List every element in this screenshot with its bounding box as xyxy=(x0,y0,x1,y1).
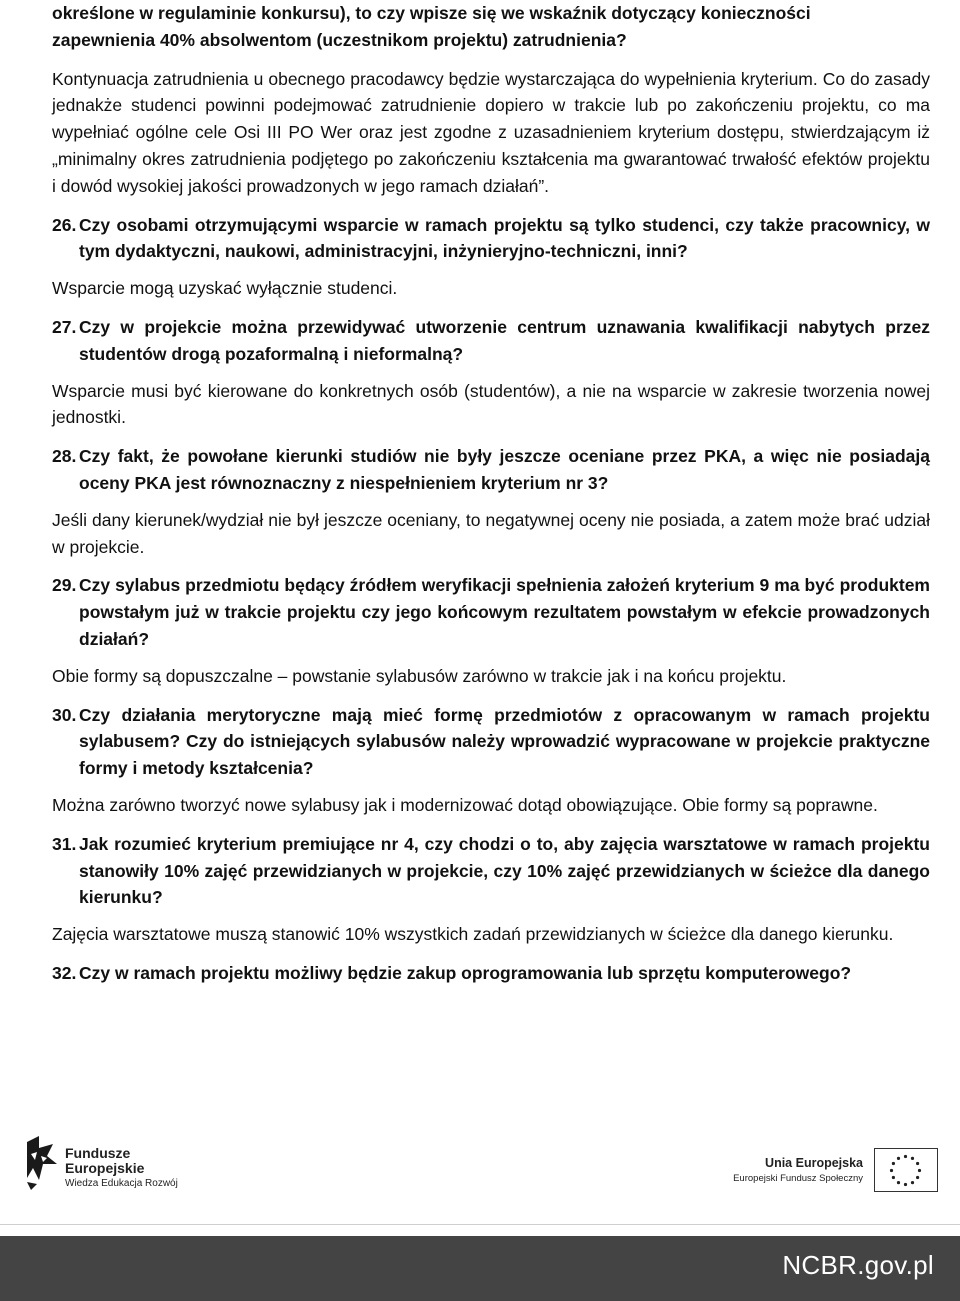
document-body xyxy=(52,0,930,987)
intro-question-line2: zapewnienia 40% absolwentom (uczestnikom projektu) zatrudnienia? xyxy=(52,29,627,50)
answer-text: Obie formy są dopuszczalne – powstanie sylabusów zarówno w trakcie jak i na końcu projektu. xyxy=(52,665,787,686)
eu-line2: Europejski Fundusz Społeczny xyxy=(733,1173,863,1184)
question-number: 30. xyxy=(52,704,77,725)
qa-item-30 xyxy=(52,702,930,819)
unia-europejska-text xyxy=(730,1156,863,1186)
question xyxy=(52,572,930,652)
question-number: 31. xyxy=(52,833,77,854)
question-text: Czy sylabus przedmiotu będący źródłem weryfikacji spełnienia założeń kryterium 9 ma być produktem powstałym już w trakcie projektu czy jego końcowym rezultatem powstałym w efekcie prowadzonych działań? xyxy=(79,575,930,649)
question-number: 26. xyxy=(52,214,77,235)
question-text: Czy w ramach projektu możliwy będzie zakup oprogramowania lub sprzętu komputerowego? xyxy=(79,962,852,983)
question xyxy=(52,212,930,266)
answer-text: Wsparcie musi być kierowane do konkretnych osób (studentów), a nie na wsparcie w zakresie tworzenia nowej jednostki. xyxy=(52,380,930,428)
question-number: 32. xyxy=(52,962,77,983)
qa-item-28 xyxy=(52,443,930,560)
fundusze-europejskie-text xyxy=(65,1146,178,1191)
eu-flag-icon xyxy=(874,1148,938,1192)
question-text: Jak rozumieć kryterium premiujące nr 4, czy chodzi o to, aby zajęcia warsztatowe w ramach projektu stanowiły 10% zajęć przewidzianych w projekcie, czy 10% zajęć przewidzianych w ścieżce dla danego kierunku? xyxy=(79,833,930,908)
question xyxy=(52,831,930,911)
question xyxy=(52,702,930,782)
answer-text: Jeśli dany kierunek/wydział nie był jeszcze oceniany, to negatywnej oceny nie posiada, a zatem może brać udział w projekcie. xyxy=(52,509,930,557)
intro-question-line1: określone w regulaminie konkursu), to czy wpisze się we wskaźnik dotyczący konieczności xyxy=(52,3,811,23)
footer-logos xyxy=(0,1128,960,1198)
fe-line2: Europejskie xyxy=(65,1160,145,1176)
question xyxy=(52,443,930,497)
qa-item-29 xyxy=(52,572,930,689)
question-text: Czy fakt, że powołane kierunki studiów nie były jeszcze oceniane przez PKA, a więc nie posiadają oceny PKA jest równoznaczny z niespełnieniem kryterium nr 3? xyxy=(79,446,930,493)
answer-text: Wsparcie mogą uzyskać wyłącznie studenci. xyxy=(52,278,398,299)
question-number: 29. xyxy=(52,575,77,596)
answer-text: Można zarówno tworzyć nowe sylabusy jak i modernizować dotąd obowiązujące. Obie formy są poprawne. xyxy=(52,794,878,815)
footer-bar xyxy=(0,1236,960,1301)
eu-line1: Unia Europejska xyxy=(765,1156,863,1170)
question-text: Czy działania merytoryczne mają mieć formę przedmiotów z opracowanym w ramach projektu sylabusem? Czy do istniejących sylabusów należy wprowadzić wypracowane w projekcie praktyczne formy i metody kształcenia? xyxy=(79,704,930,779)
fundusze-europejskie-emblem-icon xyxy=(25,1134,59,1192)
site-link[interactable]: NCBR.gov.pl xyxy=(782,1250,934,1280)
question-text: Czy w projekcie można przewidywać utworzenie centrum uznawania kwalifikacji nabytych przez studentów drogą pozaformalną i nieformalną? xyxy=(79,316,930,364)
question xyxy=(52,960,930,987)
unia-europejska-logo xyxy=(730,1148,940,1198)
answer-text: Zajęcia warsztatowe muszą stanowić 10% wszystkich zadań przewidzianych w ścieżce dla danego kierunku. xyxy=(52,924,894,945)
question-number: 28. xyxy=(52,446,77,467)
qa-item-26 xyxy=(52,212,930,302)
intro-answer: Kontynuacja zatrudnienia u obecnego pracodawcy będzie wystarczająca do wypełnienia kryterium. Co do zasady jednakże studenci powinni podejmować zatrudnienie dopiero w trakcie lub po zakończeniu projektu, co ma wypełniać ogólne cele Osi III PO Wer oraz jest zgodne z uzasadnieniem kryterium dostępu, stwierdzającym iż „minimalny okres zatrudnienia podjętego po zakończeniu kształcenia ma gwarantować trwałość efektów projektu i dowód wysokiej jakości prowadzonych w jego ramach działań”. xyxy=(52,68,930,196)
intro-question xyxy=(52,0,930,54)
question-text: Czy osobami otrzymującymi wsparcie w ramach projektu są tylko studenci, czy także pracownicy, w tym dydaktyczni, naukowi, administracyjni, inżynieryjno-techniczni, inni? xyxy=(79,214,930,262)
qa-item-32 xyxy=(52,960,930,987)
eu-stars-icon xyxy=(875,1149,936,1190)
qa-item-31 xyxy=(52,831,930,948)
fundusze-europejskie-logo xyxy=(25,1134,225,1194)
footer-divider xyxy=(0,1224,960,1225)
question xyxy=(52,314,930,368)
fe-line3: Wiedza Edukacja Rozwój xyxy=(65,1178,178,1189)
qa-item-27 xyxy=(52,314,930,431)
fe-line1: Fundusze xyxy=(65,1145,131,1161)
question-number: 27. xyxy=(52,316,77,337)
